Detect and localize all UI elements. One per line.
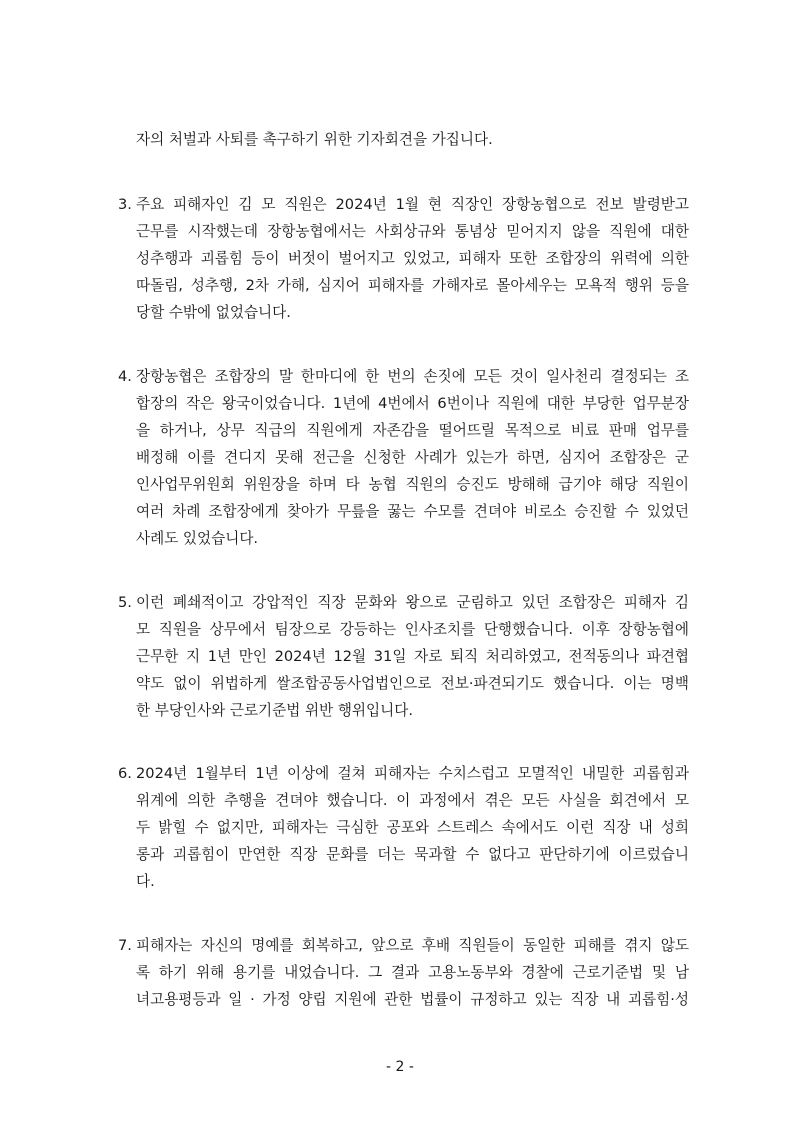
item-number: 7. xyxy=(118,937,132,954)
item-number: 3. xyxy=(118,196,132,213)
paragraph-line: 이런 폐쇄적이고 강압적인 직장 문화와 왕으로 군림하고 있던 조합장은 피해자 김 xyxy=(136,594,689,611)
paragraph-line: 2024년 1월부터 1년 이상에 걸쳐 피해자는 수치스럽고 모멸적인 내밀한 괴롭힘과 xyxy=(136,765,689,782)
paragraph-line: 모 직원을 상무에서 팀장으로 강등하는 인사조치를 단행했습니다. 이후 장항농협에 xyxy=(136,621,689,638)
intro-line: 자의 처벌과 사퇴를 촉구하기 위한 기자회견을 가집니다. xyxy=(136,131,493,148)
paragraph-line: 록 하기 위해 용기를 내었습니다. 그 결과 고용노동부와 경찰에 근로기준법 및 남 xyxy=(136,964,689,981)
paragraph-line: 당할 수밖에 없었습니다. xyxy=(136,304,291,321)
paragraph-line: 성추행과 괴롭힘 등이 버젓이 벌어지고 있었고, 피해자 또한 조합장의 위력에 의한 xyxy=(136,250,689,267)
paragraph-line: 근무를 시작했는데 장항농협에서는 사회상규와 통념상 믿어지지 않을 직원에 대한 xyxy=(136,223,689,240)
paragraph-line: 을 하거나, 상무 직급의 직원에게 자존감을 떨어뜨릴 목적으로 비료 판매 업무를 xyxy=(136,422,689,439)
paragraph-line: 다. xyxy=(136,873,155,890)
paragraph-line: 피해자는 자신의 명예를 회복하고, 앞으로 후배 직원들이 동일한 피해를 겪지 않도 xyxy=(136,937,689,954)
paragraph-line: 롱과 괴롭힘이 만연한 직장 문화를 더는 묵과할 수 없다고 판단하기에 이르렀습니 xyxy=(136,846,689,863)
paragraph-line: 주요 피해자인 김 모 직원은 2024년 1월 현 직장인 장항농협으로 전보 발령받고 xyxy=(136,196,689,213)
paragraph-line: 근무한 지 1년 만인 2024년 12월 31일 자로 퇴직 처리하였고, 전적동의나 파견협 xyxy=(136,648,689,665)
page-number: - 2 - xyxy=(386,1059,414,1075)
paragraph-line: 배정해 이를 견디지 못해 전근을 신청한 사례가 있는가 하면, 심지어 조합장은 군 xyxy=(136,449,689,466)
item-number: 4. xyxy=(118,368,132,385)
paragraph-line: 인사업무위원회 위원장을 하며 타 농협 직원의 승진도 방해해 급기야 해당 직원이 xyxy=(136,476,689,493)
paragraph-line: 따돌림, 성추행, 2차 가해, 심지어 피해자를 가해자로 몰아세우는 모욕적 행위 등을 xyxy=(136,277,689,294)
paragraph-line: 사례도 있었습니다. xyxy=(136,530,259,547)
paragraph-line: 녀고용평등과 일 · 가정 양립 지원에 관한 법률이 규정하고 있는 직장 내 괴롭힘·성 xyxy=(136,991,689,1008)
paragraph-line: 약도 없이 위법하게 쌀조합공동사업법인으로 전보·파견되기도 했습니다. 이는 명백 xyxy=(136,675,689,692)
paragraph-line: 합장의 작은 왕국이었습니다. 1년에 4번에서 6번이나 직원에 대한 부당한 업무분장 xyxy=(136,395,689,412)
paragraph-line: 두 밝힐 수 없지만, 피해자는 극심한 공포와 스트레스 속에서도 이런 직장 내 성희 xyxy=(136,819,689,836)
item-number: 6. xyxy=(118,765,132,782)
paragraph-line: 장항농협은 조합장의 말 한마디에 한 번의 손짓에 모든 것이 일사천리 결정되는 조 xyxy=(136,368,689,385)
paragraph-line: 한 부당인사와 근로기준법 위반 행위입니다. xyxy=(136,702,413,719)
paragraph-line: 여러 차례 조합장에게 찾아가 무릎을 꿇는 수모를 견뎌야 비로소 승진할 수 있었던 xyxy=(136,503,689,520)
item-number: 5. xyxy=(118,594,132,611)
paragraph-line: 위계에 의한 추행을 견뎌야 했습니다. 이 과정에서 겪은 모든 사실을 회견에서 모 xyxy=(136,792,689,809)
